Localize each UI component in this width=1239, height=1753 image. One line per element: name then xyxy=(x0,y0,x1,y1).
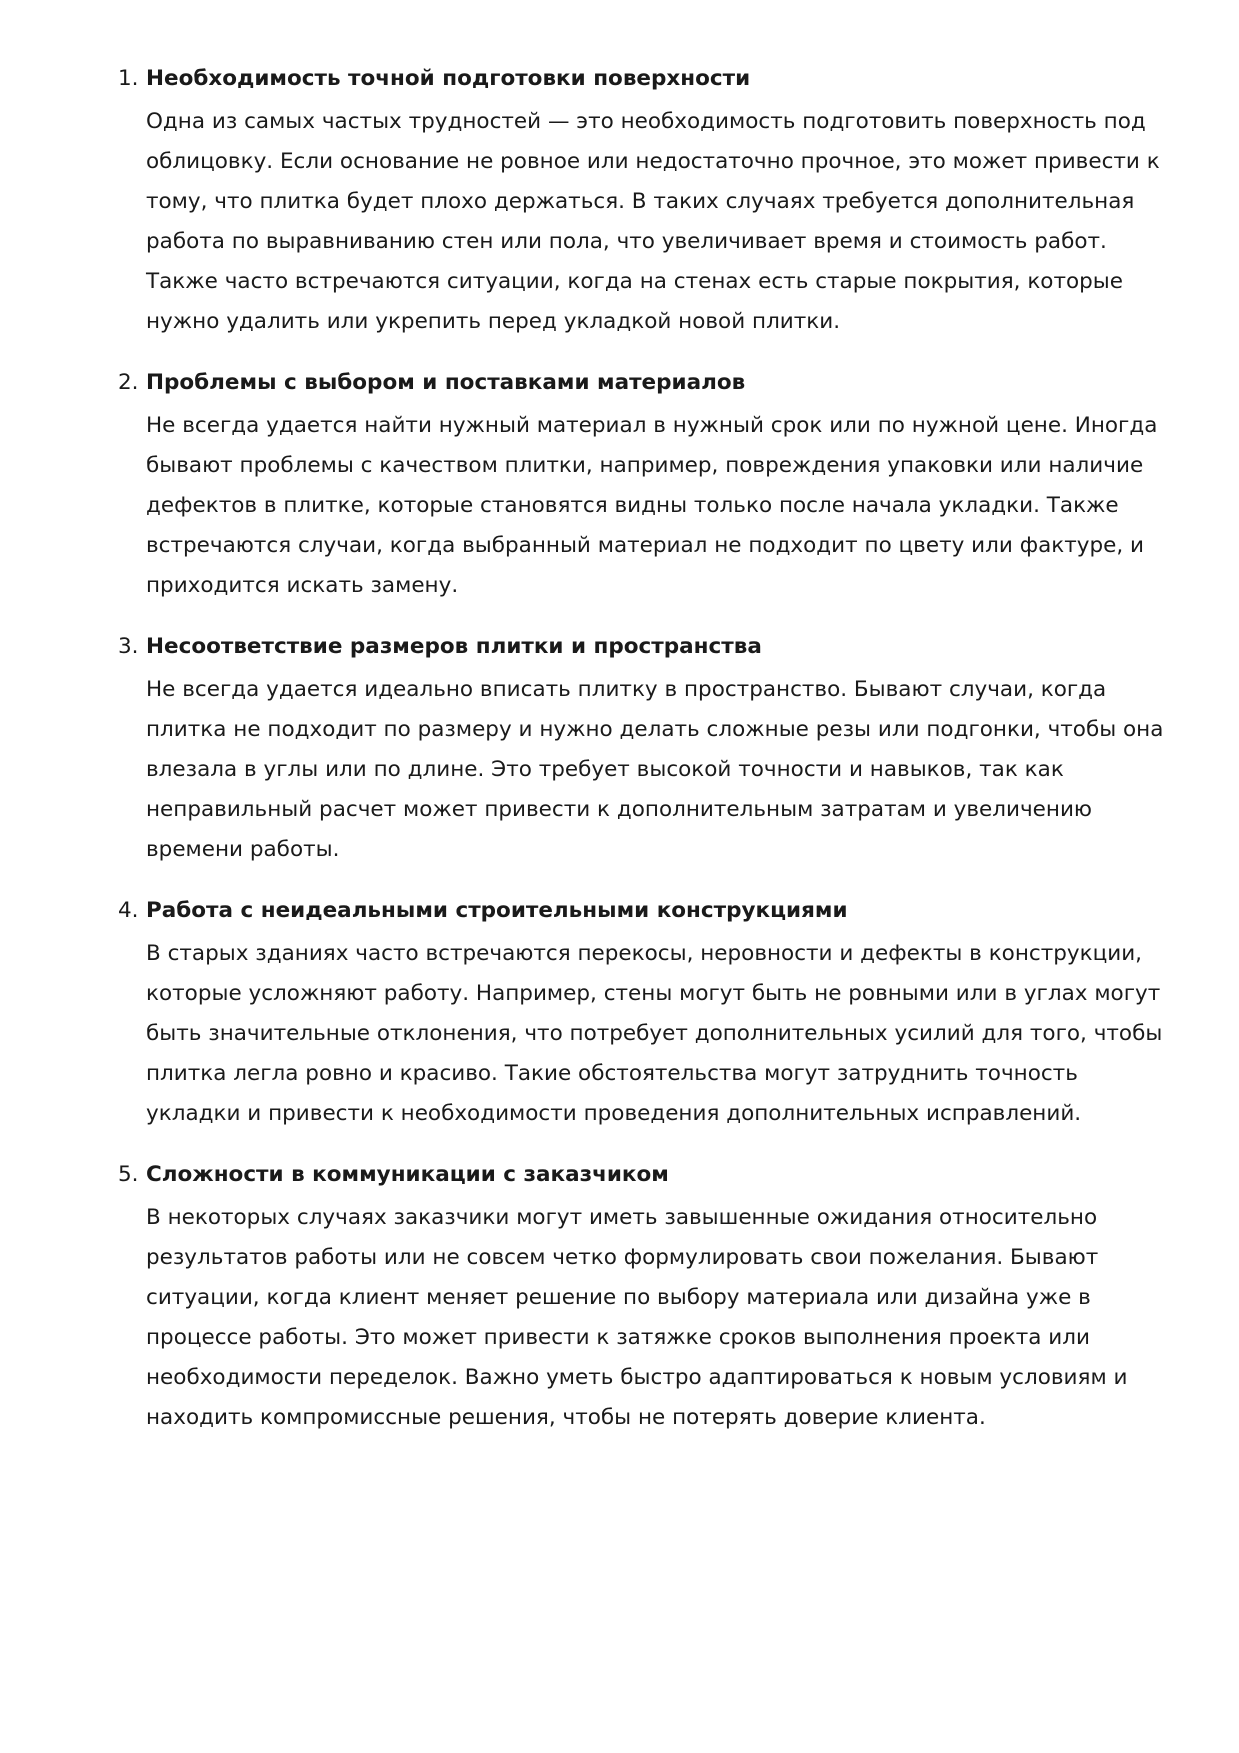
list-item xyxy=(118,632,1168,870)
list-item-number: 2. xyxy=(118,370,139,395)
list-item-body: Не всегда удается найти нужный материал в нужный срок или по нужной цене. Иногда бывают проблемы с качеством плитки, например, повреждения упаковки или наличие дефектов в плитке, которые становятся видны только после начала укладки. Также встречаются случаи, когда выбранный материал не подходит по цвету или фактуре, и приходится искать замену. xyxy=(146,413,1158,598)
list-item-body: Не всегда удается идеально вписать плитку в пространство. Бывают случаи, когда плитка не подходит по размеру и нужно делать сложные резы или подгонки, чтобы она влезала в углы или по длине. Это требует высокой точности и навыков, так как неправильный расчет может привести к дополнительным затратам и увеличению времени работы. xyxy=(146,677,1164,862)
list-item xyxy=(118,1160,1168,1438)
list-item xyxy=(118,64,1168,342)
list-item-title: Несоответствие размеров плитки и пространства xyxy=(146,634,762,659)
list-item-title: Работа с неидеальными строительными конструкциями xyxy=(146,898,848,923)
list-item-body: Одна из самых частых трудностей — это необходимость подготовить поверхность под облицовку. Если основание не ровное или недостаточно прочное, это может привести к тому, что плитка будет плохо держаться. В таких случаях требуется дополнительная работа по выравниванию стен или пола, что увеличивает время и стоимость работ. Также часто встречаются ситуации, когда на стенах есть старые покрытия, которые нужно удалить или укрепить перед укладкой новой плитки. xyxy=(146,109,1160,334)
list-item-title: Проблемы с выбором и поставками материалов xyxy=(146,370,746,395)
list-item xyxy=(118,896,1168,1134)
list-item-body: В некоторых случаях заказчики могут иметь завышенные ожидания относительно результатов работы или не совсем четко формулировать свои пожелания. Бывают ситуации, когда клиент меняет решение по выбору материала или дизайна уже в процессе работы. Это может привести к затяжке сроков выполнения проекта или необходимости переделок. Важно уметь быстро адаптироваться к новым условиям и находить компромиссные решения, чтобы не потерять доверие клиента. xyxy=(146,1205,1128,1430)
list-item-number: 1. xyxy=(118,66,139,91)
list-item-number: 4. xyxy=(118,898,139,923)
list-item xyxy=(118,368,1168,606)
list-item-number: 5. xyxy=(118,1162,139,1187)
list-item-title: Необходимость точной подготовки поверхности xyxy=(146,66,751,91)
list-item-body: В старых зданиях часто встречаются перекосы, неровности и дефекты в конструкции, которые усложняют работу. Например, стены могут быть не ровными или в углах могут быть значительные отклонения, что потребует дополнительных усилий для того, чтобы плитка легла ровно и красиво. Такие обстоятельства могут затруднить точность укладки и привести к необходимости проведения дополнительных исправлений. xyxy=(146,941,1163,1126)
list-item-number: 3. xyxy=(118,634,139,659)
list-item-title: Сложности в коммуникации с заказчиком xyxy=(146,1162,669,1187)
